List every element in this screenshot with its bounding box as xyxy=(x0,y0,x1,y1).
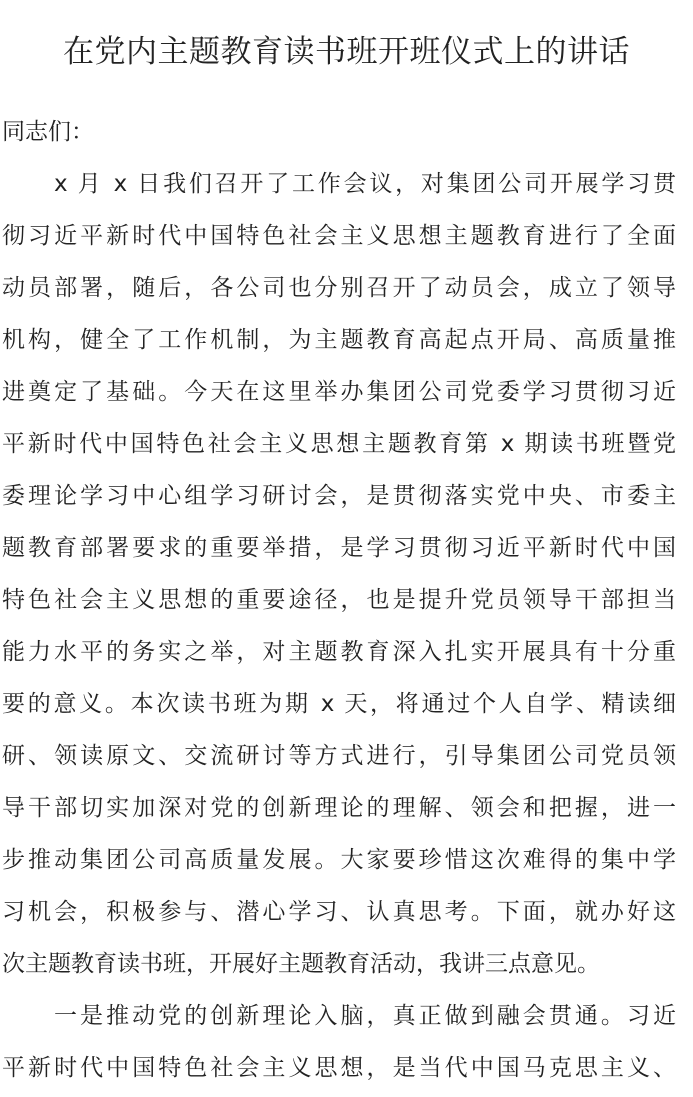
paragraph-line: 进奠定了基础。今天在这里举办集团公司党委学习贯彻习近 xyxy=(2,379,676,405)
paragraph-line: x 月 x 日我们召开了工作会议，对集团公司开展学习贯 xyxy=(54,171,676,197)
paragraph-line: 要的意义。本次读书班为期 x 天，将通过个人自学、精读细 xyxy=(2,691,676,717)
paragraph-line: 步推动集团公司高质量发展。大家要珍惜这次难得的集中学 xyxy=(2,847,676,873)
paragraph-line: 委理论学习中心组学习研讨会，是贯彻落实党中央、市委主 xyxy=(2,483,676,509)
paragraph-line: 动员部署，随后，各公司也分别召开了动员会，成立了领导 xyxy=(2,275,676,301)
paragraph-line: 平新时代中国特色社会主义思想，是当代中国马克思主义、 xyxy=(2,1055,676,1081)
paragraph-line: 能力水平的务实之举，对主题教育深入扎实开展具有十分重 xyxy=(2,639,676,665)
document-title: 在党内主题教育读书班开班仪式上的讲话 xyxy=(63,34,630,70)
paragraph-line: 次主题教育读书班，开展好主题教育活动，我讲三点意见。 xyxy=(2,951,600,977)
salutation-line: 同志们： xyxy=(2,119,94,145)
paragraph-line: 特色社会主义思想的重要途径，也是提升党员领导干部担当 xyxy=(2,587,676,613)
document-body xyxy=(2,106,676,1094)
paragraph-line: 平新时代中国特色社会主义思想主题教育第 x 期读书班暨党 xyxy=(2,431,676,457)
paragraph-line: 习机会，积极参与、潜心学习、认真思考。下面，就办好这 xyxy=(2,899,676,925)
paragraph-line: 题教育部署要求的重要举措，是学习贯彻习近平新时代中国 xyxy=(2,535,676,561)
paragraph-line: 机构，健全了工作机制，为主题教育高起点开局、高质量推 xyxy=(2,327,676,353)
paragraph-line: 研、领读原文、交流研讨等方式进行，引导集团公司党员领 xyxy=(2,743,676,769)
paragraph-line: 一是推动党的创新理论入脑，真正做到融会贯通。习近 xyxy=(54,1003,676,1029)
paragraph-line: 导干部切实加深对党的创新理论的理解、领会和把握，进一 xyxy=(2,795,676,821)
paragraph-line: 彻习近平新时代中国特色社会主义思想主题教育进行了全面 xyxy=(2,223,676,249)
